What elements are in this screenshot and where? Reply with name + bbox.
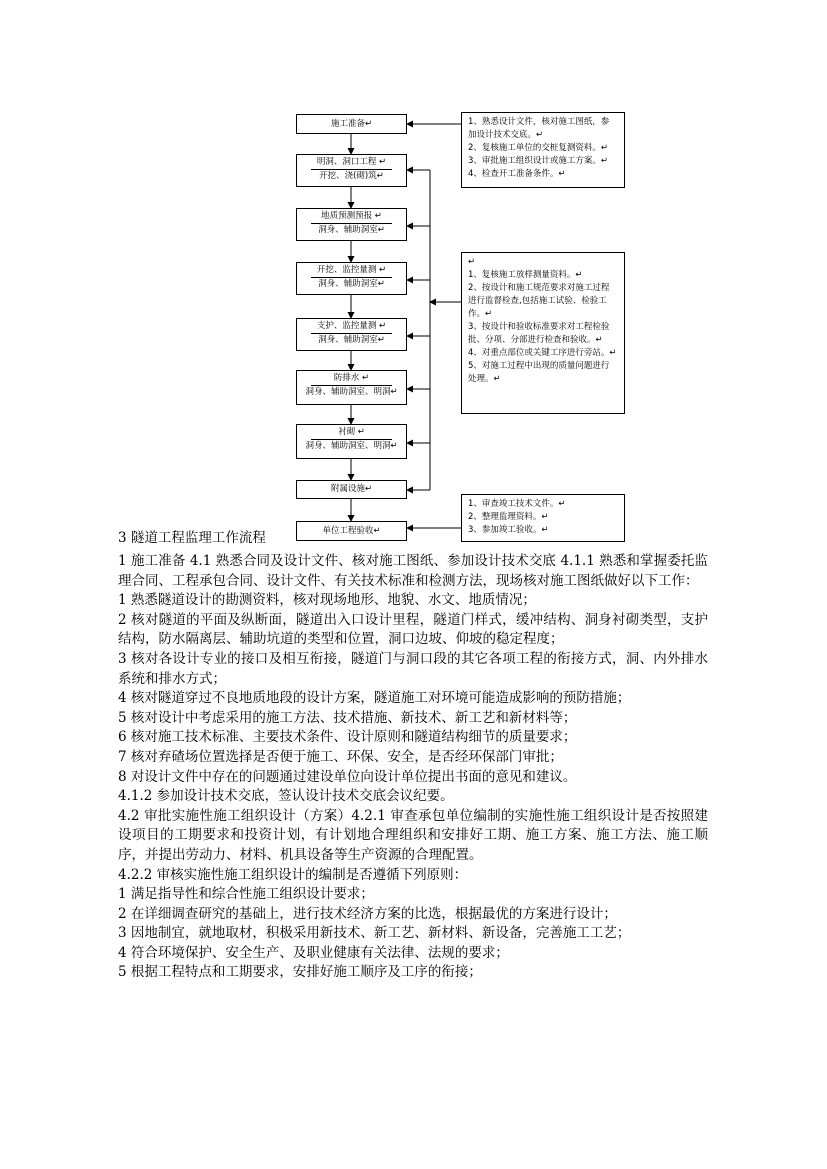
step-geological-forecast: 地质预测预报 ↵ 洞身、辅助洞室↵: [296, 208, 407, 241]
paragraph: 1 施工准备 4.1 熟悉合同及设计文件、核对施工图纸、参加设计技术交底 4.1.1 熟悉和掌握委托监理合同、工程承包合同、设计文件、有关技术标准和检测方法，现场核对施工图纸做好以下工作：: [118, 553, 708, 589]
step-support-monitoring: 支护、监控量测 ↵ 洞身、辅助洞室↵: [296, 318, 407, 351]
note-preparation-tasks: 1、熟悉设计文件，核对施工图纸，参 加设计技术交底。↵ 2、复核施工单位的交桩复测资料。↵ 3、审批施工组织设计或施工方案。↵ 4、检查开工准备条件。↵: [461, 112, 625, 188]
paragraph: 3 核对各设计专业的接口及相互衔接，隧道门与洞口段的其它各项工程的衔接方式，洞、内外排水系统和排水方式；: [118, 650, 708, 687]
paragraph: 6 核对施工技术标准、主要技术条件、设计原则和隧道结构细节的质量要求；: [118, 729, 577, 746]
step-excavation-monitoring: 开挖、监控量测 ↵ 洞身、辅助洞室↵: [296, 262, 407, 295]
paragraph: 5 根据工程特点和工期要求，安排好施工顺序及工序的衔接；: [118, 964, 482, 981]
paragraph: 7 核对弃碴场位置选择是否便于施工、环保、安全，是否经环保部门审批；: [118, 748, 563, 765]
paragraph: 1 熟悉隧道设计的勘测资料，核对现场地形、地貌、水文、地质情况；: [118, 592, 536, 609]
paragraph: 4 符合环境保护、安全生产、及职业健康有关法律、法规的要求；: [118, 944, 509, 961]
document-body: [118, 552, 708, 983]
step-portal-works: 明洞、洞口工程 ↵ 开挖、浇(砌)筑↵: [296, 154, 407, 187]
step-ancillary-facilities: 附属设施↵: [296, 480, 407, 499]
paragraph: 1 满足指导性和综合性施工组织设计要求；: [118, 886, 374, 903]
step-unit-acceptance: 单位工程验收↵: [296, 521, 407, 541]
step-waterproofing: 防排水 ↵ 洞身、辅助洞室、明洞↵: [296, 370, 407, 405]
note-acceptance-tasks: 1、审查竣工技术文件。↵ 2、整理监理资料。↵ 3、参加竣工验收。↵: [461, 494, 625, 542]
flowchart-connectors: [0, 0, 827, 545]
note-construction-supervision: ↵ 1、复核施工放样测量资料。↵ 2、按设计和施工规范要求对施工过程 进行监督检查,包括施工试验、检验工 作。↵ 3、按设计和验收标准要求对工程检验 批、分项、分部进行检查和验收。↵ 4、对重点部位或关键工序进行旁站。↵ 5、对施工过程中出现的质量问题进行 处理。↵: [461, 252, 625, 414]
step-construction-prep: 施工准备↵: [296, 114, 407, 134]
step-lining: 衬砌 ↵ 洞身、辅助洞室、明洞↵: [296, 424, 407, 459]
flowchart: [0, 0, 827, 545]
paragraph: 4 核对隧道穿过不良地质地段的设计方案，隧道施工对环境可能造成影响的预防措施；: [118, 690, 631, 707]
paragraph: 5 核对设计中考虑采用的施工方法、技术措施、新技术、新工艺和新材料等；: [118, 709, 577, 726]
paragraph: 8 对设计文件中存在的问题通过建设单位向设计单位提出书面的意见和建议。: [118, 768, 577, 785]
paragraph: 4.1.2 参加设计技术交底，签认设计技术交底会议纪要。: [118, 788, 454, 805]
paragraph: 2 在详细调查研究的基础上，进行技术经济方案的比选，根据最优的方案进行设计；: [118, 905, 617, 922]
paragraph: 4.2.2 审核实施性施工组织设计的编制是否遵循下列原则：: [118, 866, 468, 883]
paragraph: 2 核对隧道的平面及纵断面，隧道出入口设计里程，隧道门样式，缓冲结构、洞身衬砌类型，支护结构，防水隔离层、辅助坑道的类型和位置，洞口边坡、仰坡的稳定程度；: [118, 611, 708, 648]
paragraph: 3 因地制宜，就地取材，积极采用新技术、新工艺、新材料、新设备，完善施工工艺；: [118, 925, 631, 942]
figure-caption: 3 隧道工程监理工作流程: [118, 530, 266, 546]
paragraph: 4.2 审批实施性施工组织设计（方案）4.2.1 审查承包单位编制的实施性施工组织设计是否按照建设项目的工期要求和投资计划，有计划地合理组织和安排好工期、施工方案、施工方法、施工顺序，并提出劳动力、材料、机具设备等生产资源的合理配置。: [118, 807, 708, 863]
